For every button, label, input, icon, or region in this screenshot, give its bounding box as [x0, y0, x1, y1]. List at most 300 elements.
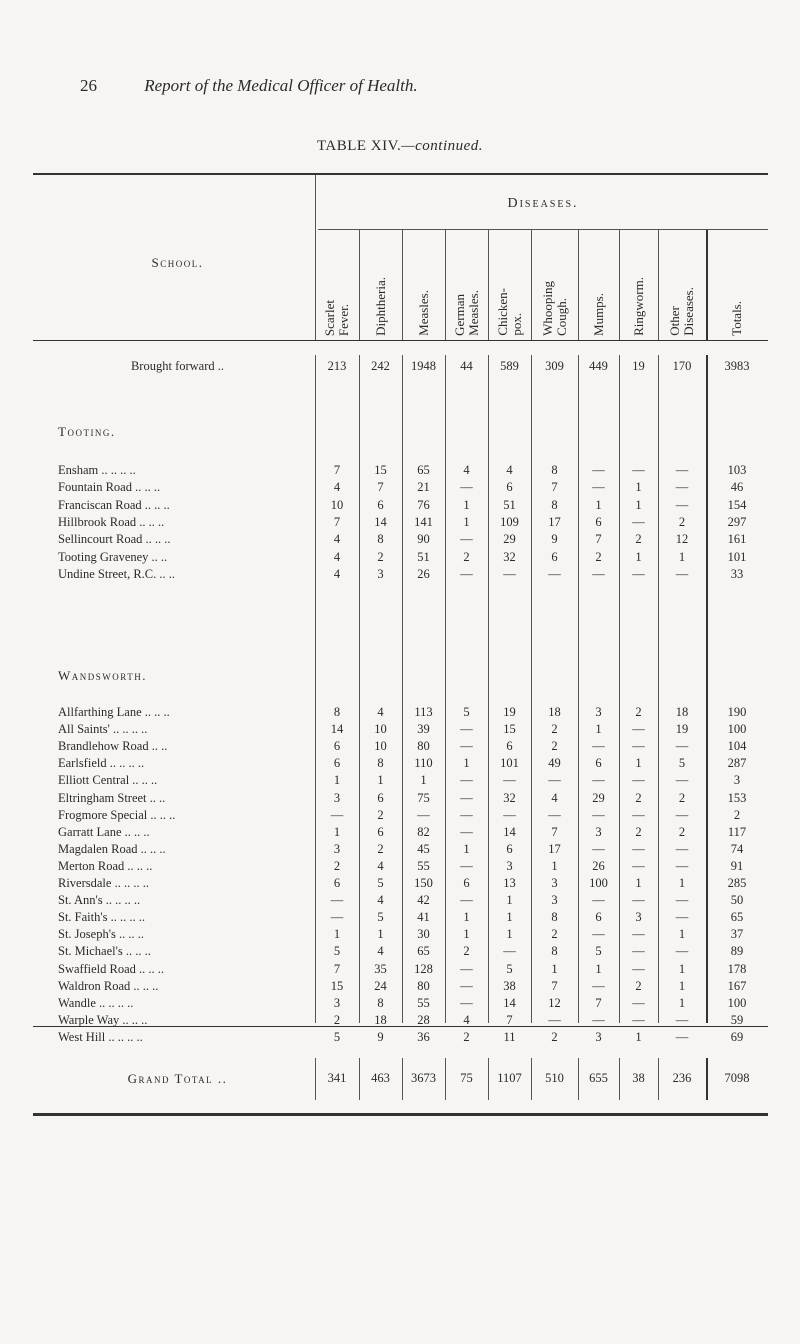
table-cell: 76	[417, 497, 430, 512]
table-cell: —	[460, 790, 473, 805]
table-cell: —	[632, 514, 645, 529]
table-cell: 1	[678, 549, 686, 564]
table-row	[0, 893, 800, 910]
table-cell: 3	[506, 858, 513, 873]
table-cell: 75	[417, 790, 430, 805]
table-cell: 1	[595, 961, 602, 976]
table-cell: 49	[548, 756, 561, 771]
grand-total-row	[0, 1071, 800, 1088]
table-cell: 4	[377, 705, 384, 719]
table-cell: —	[632, 944, 645, 959]
table-cell: 14	[503, 824, 516, 839]
table-cell: 1948	[411, 359, 436, 373]
table-row	[0, 1030, 800, 1047]
table-cell: 5	[333, 944, 341, 959]
school-name: Elliott Central .. .. ..	[58, 773, 158, 788]
table-cell: 1	[463, 910, 470, 925]
table-cell: 3	[377, 566, 384, 581]
table-cell: 2	[551, 927, 558, 942]
table-cell: 18	[675, 705, 689, 719]
table-cell: 3983	[724, 359, 750, 373]
table-cell: 65	[730, 910, 744, 925]
table-cell: —	[548, 566, 561, 581]
column-header-label: Measles.	[415, 290, 431, 336]
table-cell: —	[460, 807, 473, 822]
school-name: Undine Street, R.C. .. ..	[58, 566, 176, 581]
table-cell: 1	[635, 497, 642, 512]
table-cell: 2	[635, 705, 642, 719]
table-cell: 65	[417, 463, 430, 477]
table-cell: 30	[417, 927, 430, 942]
table-cell: 242	[371, 359, 390, 373]
table-title	[0, 138, 800, 155]
table-cell: 3	[551, 876, 558, 890]
table-cell: —	[592, 739, 605, 754]
table-row	[0, 532, 800, 549]
table-cell: —	[632, 927, 645, 942]
school-name: St. Ann's .. .. .. ..	[58, 893, 141, 908]
table-cell: 9	[377, 1029, 384, 1044]
running-title: Report of the Medical Officer of Health.	[144, 76, 418, 95]
table-cell: 51	[417, 549, 430, 564]
table-cell: 5	[377, 910, 384, 925]
table-row	[0, 825, 800, 842]
table-cell: 42	[417, 893, 430, 908]
table-cell: 3673	[411, 1071, 436, 1085]
table-cell: 3	[595, 824, 602, 839]
table-cell: —	[632, 841, 645, 856]
column-header-label: Chicken- pox.	[494, 288, 524, 336]
table-cell: —	[460, 978, 473, 993]
table-cell: 8	[333, 705, 341, 719]
table-cell: 69	[730, 1029, 744, 1044]
table-cell: —	[632, 995, 645, 1010]
table-cell: 5	[506, 961, 513, 976]
table-cell: 91	[730, 858, 744, 873]
school-name: Earlsfield .. .. .. ..	[58, 756, 145, 771]
table-cell: —	[675, 566, 689, 581]
table-cell: 4	[377, 858, 384, 873]
table-cell: 41	[417, 910, 430, 925]
table-cell: 1	[678, 927, 686, 942]
table-cell: —	[460, 995, 473, 1010]
table-cell: —	[592, 893, 605, 908]
table-cell: 5	[333, 1029, 341, 1044]
table-cell: 32	[503, 790, 516, 805]
table-row	[0, 996, 800, 1013]
table-cell: 153	[727, 790, 747, 805]
table-row	[0, 927, 800, 944]
table-cell: —	[592, 841, 605, 856]
table-cell: 2	[551, 1029, 558, 1044]
table-cell: —	[675, 807, 689, 822]
table-cell: 1	[678, 995, 686, 1010]
column-header	[445, 236, 488, 336]
table-cell: 2	[463, 944, 470, 959]
table-cell: 1	[506, 927, 513, 942]
table-cell: 38	[503, 978, 516, 993]
school-header: School.	[151, 255, 204, 270]
table-cell: 101	[500, 756, 519, 771]
column-header	[658, 236, 706, 336]
table-cell: 167	[727, 978, 747, 993]
table-cell: —	[675, 1012, 689, 1027]
table-cell: 19	[632, 359, 645, 373]
table-cell: 1	[551, 858, 558, 873]
table-cell: 15	[330, 978, 344, 993]
table-row	[0, 756, 800, 773]
table-cell: 449	[589, 359, 608, 373]
table-cell: —	[460, 824, 473, 839]
table-cell: 463	[371, 1071, 390, 1085]
table-row	[0, 515, 800, 532]
table-cell: —	[503, 944, 516, 959]
column-header-label: Totals.	[729, 301, 744, 336]
table-cell: —	[460, 722, 473, 737]
table-cell: 7098	[724, 1071, 750, 1085]
table-cell: 1	[377, 927, 384, 942]
school-name: Magdalen Road .. .. ..	[58, 841, 166, 856]
table-cell: 3	[333, 995, 341, 1010]
table-cell: 80	[417, 739, 430, 754]
table-cell: 50	[730, 893, 744, 908]
table-cell: —	[675, 463, 689, 477]
table-cell: 2	[377, 549, 384, 564]
table-cell: 1	[635, 1029, 642, 1044]
table-cell: —	[592, 480, 605, 495]
table-cell: —	[632, 773, 645, 788]
school-name: Swaffield Road .. .. ..	[58, 961, 165, 976]
table-cell: 2	[678, 824, 686, 839]
table-cell: 65	[417, 944, 430, 959]
table-cell: —	[632, 722, 645, 737]
table-cell: 39	[417, 722, 430, 737]
table-cell: —	[632, 463, 645, 477]
table-cell: 10	[374, 722, 387, 737]
table-cell: 4	[333, 566, 341, 581]
table-cell: 285	[727, 876, 747, 890]
school-name: West Hill .. .. .. ..	[58, 1029, 143, 1044]
table-cell: 297	[727, 514, 747, 529]
table-cell: 100	[727, 995, 747, 1010]
table-cell: 510	[545, 1071, 564, 1085]
school-name: Fountain Road .. .. ..	[58, 480, 161, 495]
column-header	[315, 236, 359, 336]
table-cell: 4	[551, 790, 558, 805]
table-cell: 6	[333, 756, 341, 771]
table-cell: 4	[333, 549, 341, 564]
school-name: Merton Road .. .. ..	[58, 858, 153, 873]
brought-forward-row	[0, 359, 800, 376]
table-cell: —	[503, 566, 516, 581]
table-cell: 6	[506, 841, 513, 856]
table-cell: —	[675, 739, 689, 754]
table-cell: 1	[635, 876, 642, 890]
school-name: St. Michael's .. .. ..	[58, 944, 151, 959]
table-cell: 100	[589, 876, 608, 890]
table-cell: —	[548, 773, 561, 788]
table-cell: 33	[730, 566, 744, 581]
table-cell: 75	[460, 1071, 473, 1085]
school-name: Ensham .. .. .. ..	[58, 463, 136, 477]
table-cell: 2	[678, 514, 686, 529]
school-name: Riversdale .. .. .. ..	[58, 876, 149, 890]
table-row	[0, 773, 800, 790]
table-cell: 8	[377, 756, 384, 771]
table-cell: 14	[330, 722, 344, 737]
table-cell: 32	[503, 549, 516, 564]
table-cell: —	[460, 480, 473, 495]
table-cell: 4	[463, 463, 470, 477]
table-row	[0, 705, 800, 722]
table-cell: 7	[333, 961, 341, 976]
table-row	[0, 498, 800, 515]
table-cell: 2	[377, 841, 384, 856]
table-cell: 74	[730, 841, 744, 856]
table-cell: —	[460, 773, 473, 788]
table-cell: 82	[417, 824, 430, 839]
column-header-label: Mumps.	[590, 293, 606, 336]
column-header-label: Other Diseases.	[667, 287, 696, 336]
table-cell: 1	[463, 497, 470, 512]
table-cell: 55	[417, 858, 430, 873]
table-cell: 21	[417, 480, 430, 495]
column-header	[706, 236, 768, 336]
table-cell: 11	[503, 1029, 516, 1044]
table-cell: 1	[420, 773, 427, 788]
school-name: Tooting Graveney .. ..	[58, 549, 168, 564]
table-title-main: TABLE XIV.	[316, 138, 402, 154]
table-cell: 2	[635, 532, 642, 547]
diseases-header-rule	[318, 229, 768, 230]
table-cell: 7	[333, 463, 341, 477]
column-header	[619, 236, 658, 336]
table-row	[0, 1013, 800, 1030]
table-cell: —	[675, 910, 689, 925]
table-cell: 6	[595, 756, 602, 771]
table-cell: —	[592, 978, 605, 993]
table-cell: 589	[500, 359, 519, 373]
table-cell: 7	[377, 480, 384, 495]
table-title-suffix: —continued.	[401, 138, 484, 154]
column-header-label: Scarlet Fever.	[322, 299, 351, 336]
table-cell: 4	[333, 480, 341, 495]
column-header	[359, 236, 402, 336]
table-cell: 1	[595, 722, 602, 737]
table-cell: 3	[595, 705, 602, 719]
table-cell: 8	[377, 532, 384, 547]
table-cell: 55	[417, 995, 430, 1010]
table-cell: 80	[417, 978, 430, 993]
school-name: Waldron Road .. .. ..	[58, 978, 159, 993]
table-cell: 17	[548, 841, 561, 856]
table-cell: 2	[551, 722, 558, 737]
table-cell: —	[460, 961, 473, 976]
table-cell: 7	[506, 1012, 513, 1027]
table-cell: 5	[463, 705, 470, 719]
table-cell: 1	[333, 824, 341, 839]
table-row	[0, 842, 800, 859]
school-name: Franciscan Road .. .. ..	[58, 497, 170, 512]
table-cell: 18	[548, 705, 561, 719]
table-cell: 1	[463, 756, 470, 771]
table-cell: 103	[727, 463, 747, 477]
table-cell: 7	[551, 978, 558, 993]
table-cell: 2	[333, 858, 341, 873]
table-cell: 2	[678, 790, 686, 805]
column-header-label: German Measles.	[451, 290, 481, 336]
table-cell: —	[675, 497, 689, 512]
table-top-rule	[33, 173, 768, 175]
table-cell: —	[460, 893, 473, 908]
table-cell: —	[675, 841, 689, 856]
table-row	[0, 876, 800, 893]
table-cell: 1	[595, 497, 602, 512]
table-cell: 3	[333, 841, 341, 856]
table-cell: 19	[675, 722, 689, 737]
table-cell: —	[592, 1012, 605, 1027]
table-cell: 7	[595, 532, 602, 547]
table-cell: 7	[551, 480, 558, 495]
table-row	[0, 463, 800, 480]
table-cell: —	[503, 807, 516, 822]
table-cell: 89	[730, 944, 744, 959]
table-cell: 45	[417, 841, 430, 856]
table-cell: 10	[330, 497, 344, 512]
table-cell: 8	[377, 995, 384, 1010]
table-cell: —	[632, 893, 645, 908]
table-cell: 6	[377, 824, 384, 839]
table-cell: 2	[595, 549, 602, 564]
school-name: Grand Total ..	[127, 1071, 228, 1086]
table-cell: 3	[595, 1029, 602, 1044]
table-cell: 5	[678, 756, 686, 771]
table-cell: 2	[551, 739, 558, 754]
table-cell: 6	[595, 910, 602, 925]
table-cell: 8	[551, 910, 558, 925]
table-cell: 1	[635, 756, 642, 771]
table-row	[0, 944, 800, 961]
table-cell: 13	[503, 876, 516, 890]
column-header	[402, 236, 445, 336]
table-cell: —	[675, 944, 689, 959]
table-cell: 170	[672, 359, 692, 373]
table-cell: —	[675, 480, 689, 495]
table-cell: —	[460, 532, 473, 547]
table-bottom-rule	[33, 1113, 768, 1116]
table-cell: 128	[414, 961, 433, 976]
table-cell: —	[330, 910, 344, 925]
table-cell: 29	[592, 790, 605, 805]
table-cell: 38	[632, 1071, 645, 1085]
table-cell: 6	[377, 790, 384, 805]
table-cell: 3	[635, 910, 642, 925]
table-cell: 104	[727, 739, 747, 754]
column-header-label: Whooping Cough.	[539, 281, 569, 336]
table-cell: 4	[377, 944, 384, 959]
table-cell: 161	[727, 532, 747, 547]
table-row	[0, 567, 800, 584]
table-cell: 2	[463, 1029, 470, 1044]
table-cell: 1	[678, 978, 686, 993]
section-title-wandsworth: Wandsworth.	[58, 668, 147, 683]
table-cell: —	[675, 893, 689, 908]
table-cell: —	[592, 927, 605, 942]
table-row	[0, 859, 800, 876]
table-cell: 110	[414, 756, 433, 771]
table-cell: —	[632, 566, 645, 581]
table-cell: 655	[589, 1071, 608, 1085]
table-cell: 1	[635, 549, 642, 564]
table-cell: 236	[672, 1071, 692, 1085]
table-cell: 2	[463, 549, 470, 564]
table-cell: 287	[727, 756, 747, 771]
table-cell: 100	[727, 722, 747, 737]
table-cell: 12	[675, 532, 689, 547]
table-cell: 7	[551, 824, 558, 839]
table-cell: 59	[730, 1012, 744, 1027]
page-header	[80, 76, 418, 96]
table-cell: 1	[463, 841, 470, 856]
section-title-tooting: Tooting.	[58, 424, 116, 439]
table-cell: 4	[377, 893, 384, 908]
table-cell: 113	[414, 705, 433, 719]
table-cell: —	[632, 807, 645, 822]
table-cell: 6	[377, 497, 384, 512]
table-cell: —	[675, 858, 689, 873]
table-cell: 35	[374, 961, 387, 976]
table-cell: —	[632, 1012, 645, 1027]
table-row	[0, 722, 800, 739]
column-header-label: Diphtheria.	[372, 277, 388, 336]
column-header	[578, 236, 619, 336]
header-bottom-rule	[33, 340, 768, 341]
table-cell: 6	[506, 480, 513, 495]
table-row	[0, 739, 800, 756]
table-row	[0, 791, 800, 808]
table-cell: —	[592, 773, 605, 788]
table-cell: 2	[635, 790, 642, 805]
table-cell: 1	[506, 893, 513, 908]
table-cell: 6	[551, 549, 558, 564]
table-cell: 8	[551, 497, 558, 512]
table-cell: 1107	[497, 1071, 522, 1085]
table-cell: 2	[635, 824, 642, 839]
table-cell: 341	[327, 1071, 347, 1085]
table-cell: 7	[333, 514, 341, 529]
table-cell: —	[592, 463, 605, 477]
table-cell: 51	[503, 497, 516, 512]
table-cell: —	[460, 739, 473, 754]
table-cell: 17	[548, 514, 561, 529]
column-header	[488, 236, 531, 336]
table-cell: 46	[730, 480, 744, 495]
school-name: St. Joseph's .. .. ..	[58, 927, 144, 942]
table-cell: 8	[551, 944, 558, 959]
table-cell: 1	[333, 773, 341, 788]
table-cell: 28	[417, 1012, 430, 1027]
table-cell: 6	[506, 739, 513, 754]
table-cell: 24	[374, 978, 387, 993]
school-name: Eltringham Street .. ..	[58, 790, 166, 805]
table-cell: 44	[460, 359, 473, 373]
table-cell: 1	[377, 773, 384, 788]
table-cell: 4	[463, 1012, 470, 1027]
table-cell: 2	[333, 1012, 341, 1027]
table-cell: 4	[333, 532, 341, 547]
table-cell: 15	[374, 463, 387, 477]
table-cell: 12	[548, 995, 561, 1010]
